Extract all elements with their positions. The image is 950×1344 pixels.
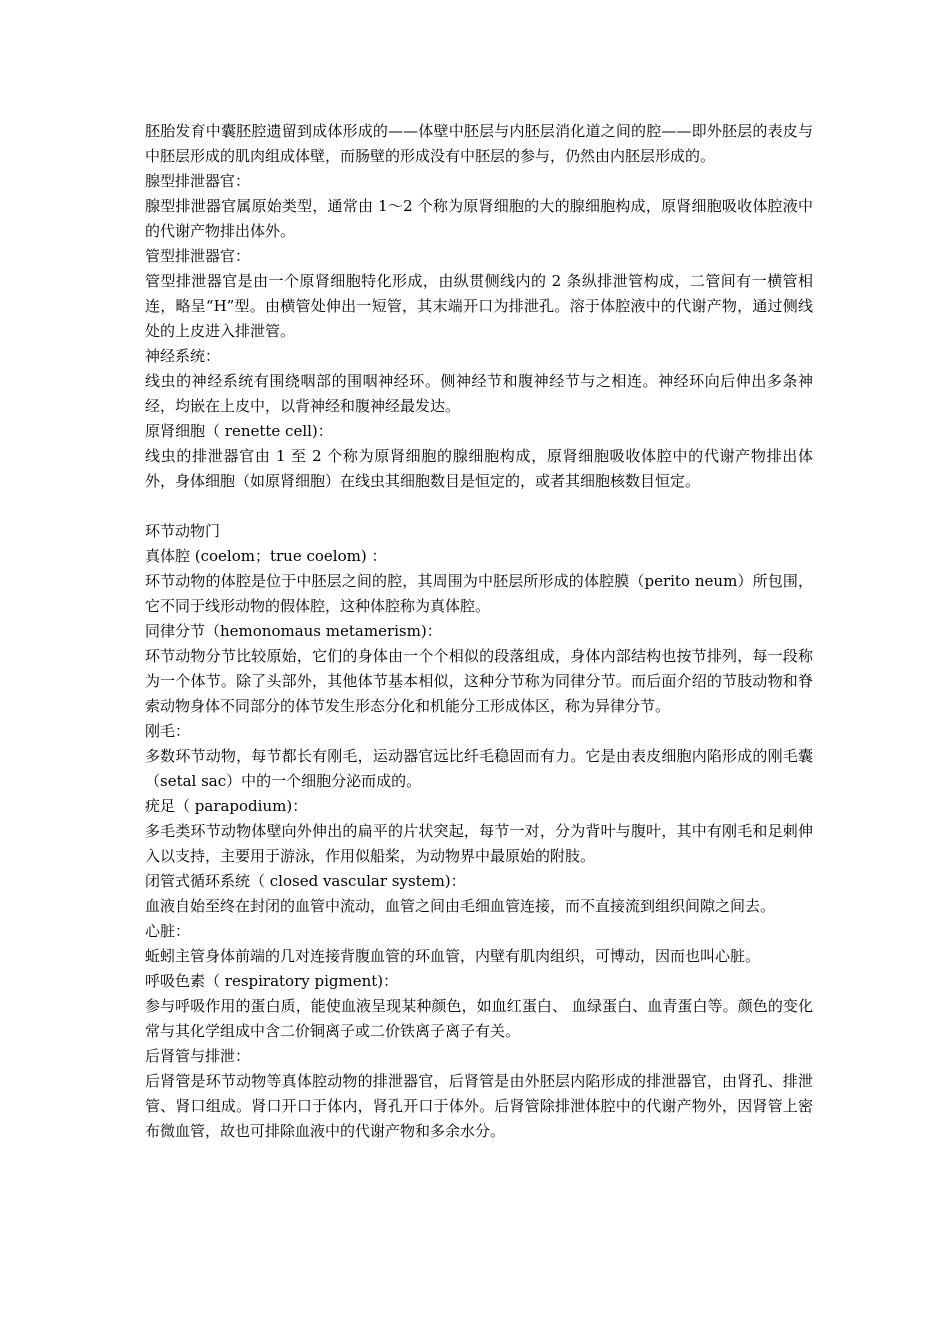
paragraph-setae: 多数环节动物，每节都长有刚毛，运动器官远比纤毛稳固而有力。它是由表皮细胞内陷形成的刚毛囊（setal sac）中的一个细胞分泌而成的。	[145, 747, 813, 790]
blank-line	[145, 494, 813, 519]
paragraph-tubular-excretory: 管型排泄器官是由一个原肾细胞特化形成，由纵贯侧线内的 2 条纵排泄管构成，二管间有一横管相连，略呈“H”型。由横管处伸出一短管，其末端开口为排泄孔。溶于体腔液中的代谢产物，通过侧线处的上皮进入排泄管。	[145, 272, 813, 340]
heading-glandular-excretory: 腺型排泄器官：	[145, 172, 251, 190]
heading-parapodium: 疣足（ parapodium)：	[145, 797, 308, 815]
document-page	[145, 119, 813, 1144]
paragraph-respiratory-pigment: 参与呼吸作用的蛋白质，能使血液呈现某种颜色，如血红蛋白、 血绿蛋白、血青蛋白等。颜色的变化常与其化学组成中含二价铜离子或二价铁离子离子有关。	[145, 997, 813, 1040]
paragraph-metanephridia: 后肾管是环节动物等真体腔动物的排泄器官，后肾管是由外胚层内陷形成的排泄器官，由肾孔、排泄管、肾口组成。肾口开口于体内，肾孔开口于体外。后肾管除排泄体腔中的代谢产物外，因肾管上密布微血管，故也可排除血液中的代谢产物和多余水分。	[145, 1072, 813, 1140]
paragraph-coelom-intro: 胚胎发育中囊胚腔遗留到成体形成的——体壁中胚层与内胚层消化道之间的腔——即外胚层的表皮与中胚层形成的肌肉组成体壁，而肠壁的形成没有中胚层的参与，仍然由内胚层形成的。	[145, 122, 813, 165]
paragraph-glandular-excretory: 腺型排泄器官属原始类型，通常由 1～2 个称为原肾细胞的大的腺细胞构成，原肾细胞吸收体腔液中的代谢产物排出体外。	[145, 197, 813, 240]
heading-heart: 心脏：	[145, 922, 191, 940]
heading-renette-cell: 原肾细胞（ renette cell)：	[145, 422, 333, 440]
paragraph-nervous-system: 线虫的神经系统有围绕咽部的围咽神经环。侧神经节和腹神经节与之相连。神经环向后伸出多条神经，均嵌在上皮中，以背神经和腹神经最发达。	[145, 372, 813, 415]
heading-setae: 刚毛：	[145, 722, 191, 740]
heading-metanephridia: 后肾管与排泄：	[145, 1047, 251, 1065]
paragraph-parapodium: 多毛类环节动物体壁向外伸出的扁平的片状突起，每节一对，分为背叶与腹叶，其中有刚毛和足刺伸入以支持，主要用于游泳，作用似船桨，为动物界中最原始的附肢。	[145, 822, 813, 865]
paragraph-heart: 蚯蚓主管身体前端的几对连接背腹血管的环血管，内壁有肌肉组织，可博动，因而也叫心脏。	[145, 947, 761, 965]
heading-closed-vascular-system: 闭管式循环系统（ closed vascular system)：	[145, 872, 466, 890]
heading-annelida: 环节动物门	[145, 522, 221, 540]
heading-nervous-system: 神经系统：	[145, 347, 221, 365]
heading-homonomous-metamerism: 同律分节（hemonomaus metamerism)：	[145, 622, 442, 640]
paragraph-renette-cell: 线虫的排泄器官由 1 至 2 个称为原肾细胞的腺细胞构成，原肾细胞吸收体腔中的代谢产物排出体外，身体细胞（如原肾细胞）在线虫其细胞数目是恒定的，或者其细胞核数目恒定。	[145, 447, 813, 490]
paragraph-homonomous-metamerism: 环节动物分节比较原始，它们的身体由一个个相似的段落组成，身体内部结构也按节排列，每一段称为一个体节。除了头部外，其他体节基本相似，这种分节称为同律分节。而后面介绍的节肢动物和脊索动物身体不同部分的体节发生形态分化和机能分工形成体区，称为异律分节。	[145, 647, 813, 715]
paragraph-true-coelom: 环节动物的体腔是位于中胚层之间的腔，其周围为中胚层所形成的体腔膜（perito neum）所包围，它不同于线形动物的假体腔，这种体腔称为真体腔。	[145, 572, 813, 615]
heading-respiratory-pigment: 呼吸色素（ respiratory pigment)：	[145, 972, 399, 990]
heading-tubular-excretory: 管型排泄器官：	[145, 247, 251, 265]
heading-true-coelom: 真体腔 (coelom；true coelom) ：	[145, 547, 387, 565]
paragraph-closed-vascular-system: 血液自始至终在封闭的血管中流动，血管之间由毛细血管连接，而不直接流到组织间隙之间去。	[145, 897, 776, 915]
